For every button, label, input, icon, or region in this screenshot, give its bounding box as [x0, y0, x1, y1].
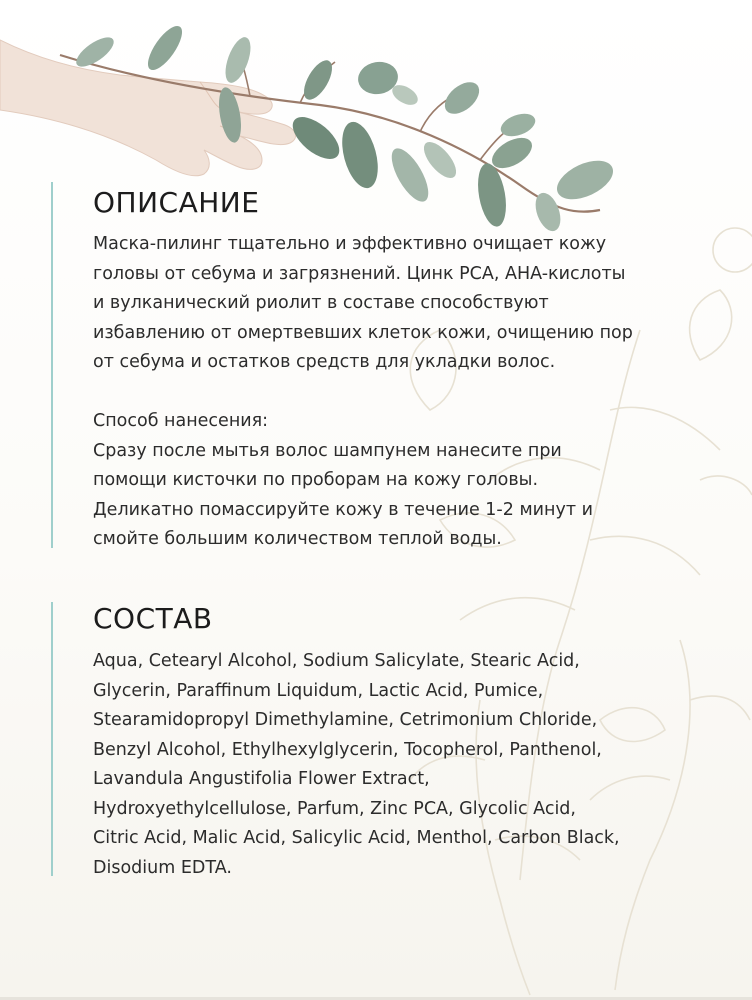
description-line: от себума и остатков средств для укладки волос.: [93, 352, 556, 372]
ingredients-line: Lavandula Angustifolia Flower Extract,: [93, 769, 430, 789]
description-heading: ОПИСАНИЕ: [93, 186, 260, 219]
description-line: головы от себума и загрязнений. Цинк PCA, AHA-кислоты: [93, 263, 626, 284]
description-text: [93, 230, 733, 555]
method-line: Деликатно помассируйте кожу в течение 1-2 минут и: [93, 499, 593, 520]
hand-illustration: [0, 40, 296, 176]
composition-accent-bar: [51, 602, 53, 876]
method-line: смойте большим количеством теплой воды.: [93, 529, 502, 549]
description-line: и вулканический риолит в составе способствуют: [93, 293, 549, 313]
ingredients-line: Hydroxyethylcellulose, Parfum, Zinc PCA, Glycolic Acid,: [93, 798, 576, 819]
description-line: избавлению от омертвевших клеток кожи, очищению пор: [93, 322, 633, 343]
description-line: Маска-пилинг тщательно и эффективно очищает кожу: [93, 234, 607, 254]
composition-heading: СОСТАВ: [93, 602, 213, 635]
method-label: Способ нанесения:: [93, 411, 269, 431]
ingredients-line: Citric Acid, Malic Acid, Salicylic Acid, Menthol, Carbon Black,: [93, 828, 620, 848]
method-line: помощи кисточки по проборам на кожу головы.: [93, 470, 539, 490]
ingredients-line: Benzyl Alcohol, Ethylhexylglycerin, Tocopherol, Panthenol,: [93, 739, 602, 760]
ingredients-line: Glycerin, Paraffinum Liquidum, Lactic Acid, Pumice,: [93, 680, 544, 701]
ingredients-line: Aqua, Cetearyl Alcohol, Sodium Salicylate, Stearic Acid,: [93, 651, 580, 671]
method-line: Сразу после мытья волос шампунем нанесите при: [93, 440, 562, 461]
paragraph-spacer: [93, 378, 733, 408]
ingredients-line: Disodium EDTA.: [93, 857, 232, 878]
composition-text: [93, 647, 733, 883]
description-accent-bar: [51, 182, 53, 548]
ingredients-line: Stearamidopropyl Dimethylamine, Cetrimonium Chloride,: [93, 710, 598, 730]
